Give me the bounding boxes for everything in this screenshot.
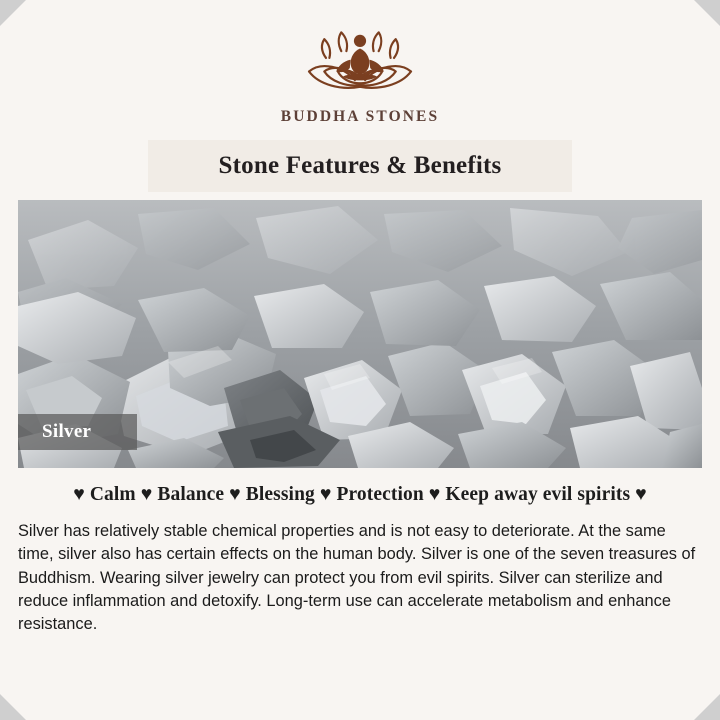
- brand-logo-area: [0, 0, 720, 126]
- lotus-buddha-icon: [275, 22, 445, 104]
- page-title: Stone Features & Benefits: [218, 152, 502, 179]
- stone-name-label: Silver: [18, 414, 137, 450]
- benefit-keywords: ♥ Calm ♥ Balance ♥ Blessing ♥ Protection ♥ Keep away evil spirits ♥: [73, 484, 647, 505]
- stone-description: Silver has relatively stable chemical properties and is not easy to deteriorate. At the same time, silver also has certain effects on the human body. Silver is one of the seven treasures of Buddhism. Wearing silver jewelry can protect you from evil spirits. Silver can sterilize and reduce inflammation and detoxify. Long-term use can accelerate metabolism and enhance resistance.: [18, 522, 696, 634]
- corner-triangle-top-left-icon: [0, 0, 26, 26]
- corner-triangle-bottom-right-icon: [694, 694, 720, 720]
- corner-triangle-bottom-left-icon: [0, 694, 26, 720]
- brand-name: BUDDHA STONES: [280, 108, 440, 125]
- content-area: [18, 484, 702, 636]
- corner-triangle-top-right-icon: [694, 0, 720, 26]
- hero-image: [18, 200, 702, 468]
- section-title-band: [148, 140, 572, 192]
